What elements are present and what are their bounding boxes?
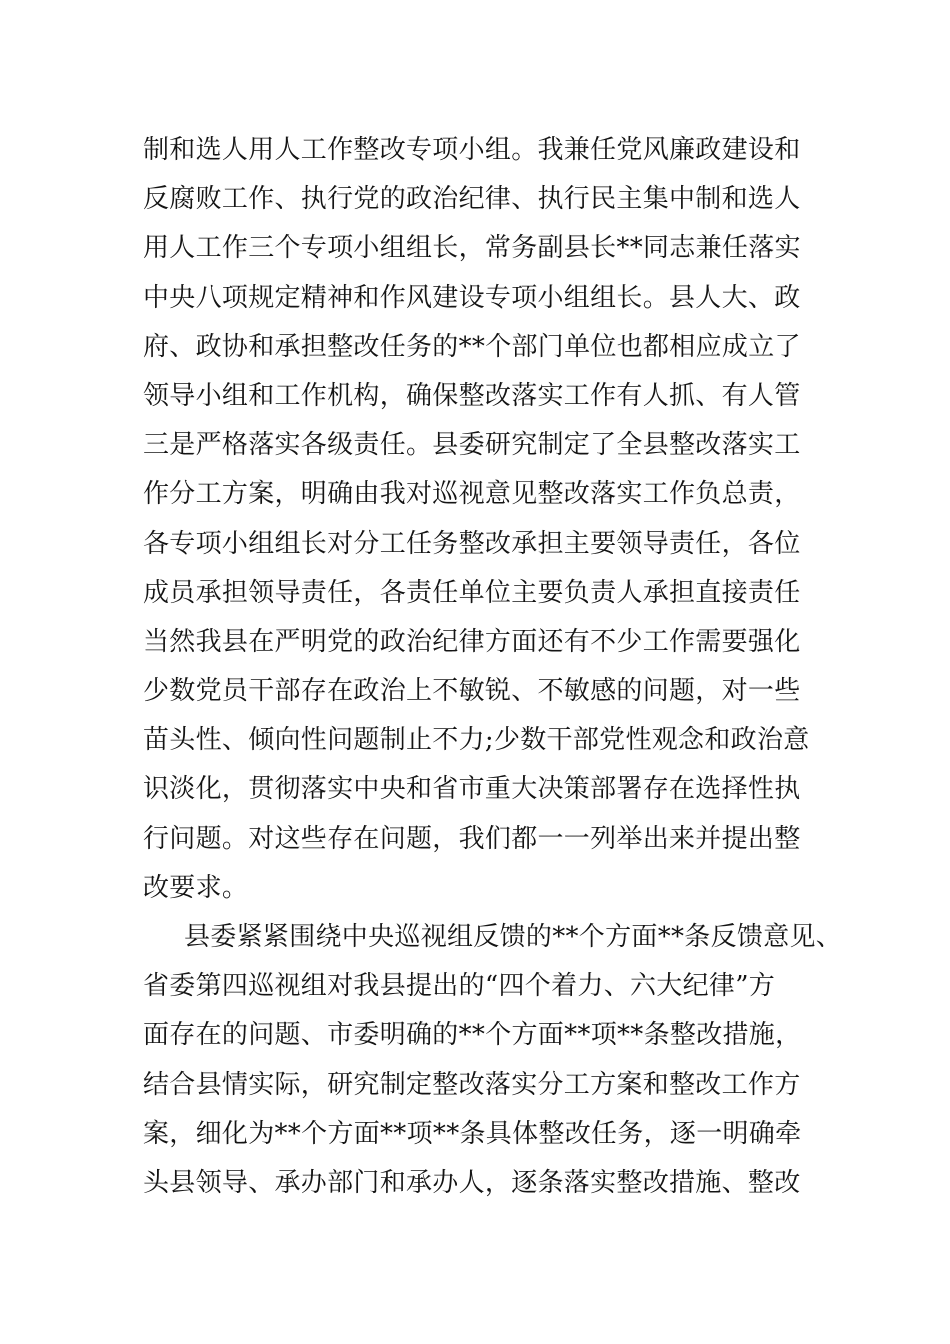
document-body (0, 126, 950, 1208)
text-line: 中央八项规定精神和作风建设专项小组组长。县人大、政 (143, 282, 801, 313)
text-line: 少数党员干部存在政治上不敏锐、不敏感的问题，对一些 (143, 676, 801, 707)
text-line: 头县领导、承办部门和承办人，逐条落实整改措施、整改 (143, 1167, 801, 1198)
text-line: 三是严格落实各级责任。县委研究制定了全县整改落实工 (143, 430, 801, 461)
text-line: 苗头性、倾向性问题制止不力;少数干部党性观念和政治意 (143, 725, 810, 756)
text-line: 案，细化为**个方面**项**条具体整改任务，逐一明确牵 (143, 1118, 802, 1149)
paragraph-first-line: 县委紧紧围绕中央巡视组反馈的**个方面**条反馈意见、 (184, 922, 843, 952)
text-line: 领导小组和工作机构，确保整改落实工作有人抓、有人管 (143, 380, 801, 411)
text-line: 作分工方案，明确由我对巡视意见整改落实工作负总责， (143, 479, 801, 510)
text-line: 改要求。 (143, 872, 249, 903)
text-line: 成员承担领导责任，各责任单位主要负责人承担直接责任 (143, 577, 801, 608)
text-line: 行问题。对这些存在问题，我们都一一列举出来并提出整 (143, 823, 801, 854)
text-line: 面存在的问题、市委明确的**个方面**项**条整改措施， (143, 1020, 802, 1051)
text-line: 结合县情实际，研究制定整改落实分工方案和整改工作方 (143, 1069, 801, 1100)
text-line: 省委第四巡视组对我县提出的“四个着力、六大纪律”方 (143, 971, 776, 1002)
text-line: 府、政协和承担整改任务的**个部门单位也都相应成立了 (143, 331, 801, 362)
text-line: 反腐败工作、执行党的政治纪律、执行民主集中制和选人 (143, 184, 801, 215)
text-line: 各专项小组组长对分工任务整改承担主要领导责任，各位 (143, 528, 801, 559)
text-line: 用人工作三个专项小组组长，常务副县长**同志兼任落实 (143, 233, 801, 264)
text-line: 当然我县在严明党的政治纪律方面还有不少工作需要强化 (143, 626, 801, 657)
text-line: 识淡化，贯彻落实中央和省市重大决策部署存在选择性执 (143, 774, 801, 805)
text-line: 制和选人用人工作整改专项小组。我兼任党风廉政建设和 (143, 135, 801, 165)
